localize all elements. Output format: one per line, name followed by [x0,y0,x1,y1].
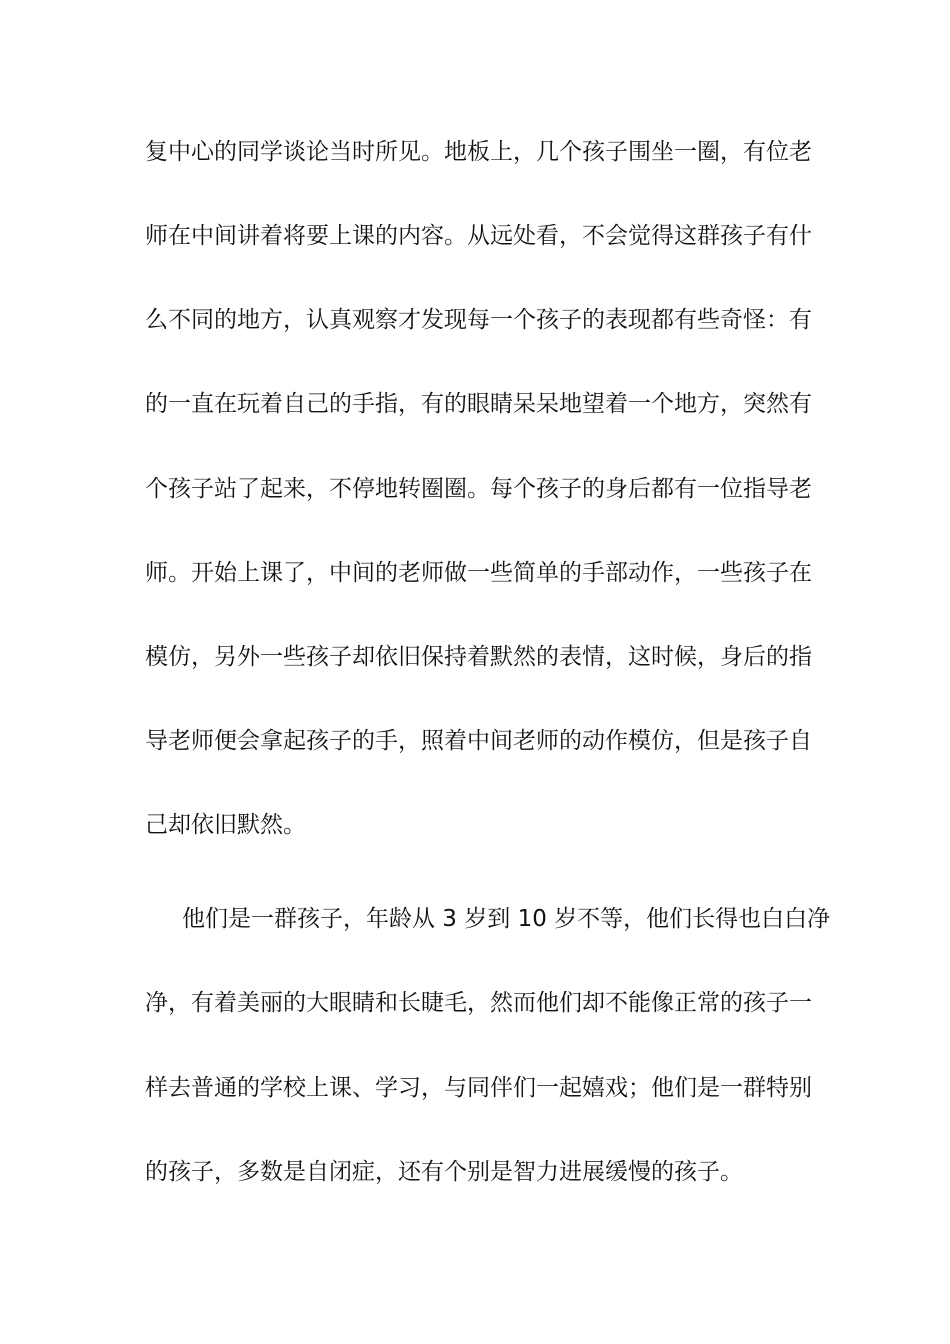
paragraph-1-line-5: 个孩子站了起来，不停地转圈圈。每个孩子的身后都有一位指导老 [145,476,812,502]
paragraph-1-line-2: 师在中间讲着将要上课的内容。从远处看，不会觉得这群孩子有什 [145,223,812,249]
paragraph-1-line-1: 复中心的同学谈论当时所见。地板上，几个孩子围坐一圈，有位老 [145,139,812,165]
paragraph-1-line-3: 么不同的地方，认真观察才发现每一个孩子的表现都有些奇怪：有 [145,307,812,333]
paragraph-2-line-2: 净，有着美丽的大眼睛和长睫毛，然而他们却不能像正常的孩子一 [145,990,812,1016]
paragraph-2-line-4: 的孩子，多数是自闭症，还有个别是智力进展缓慢的孩子。 [145,1159,743,1185]
paragraph-1-line-7: 模仿，另外一些孩子却依旧保持着默然的表情，这时候，身后的指 [145,644,812,670]
paragraph-2-line-3: 样去普通的学校上课、学习，与同伴们一起嬉戏；他们是一群特别 [145,1075,812,1101]
paragraph-1-line-4: 的一直在玩着自己的手指，有的眼睛呆呆地望着一个地方，突然有 [145,391,812,417]
paragraph-1-line-8: 导老师便会拿起孩子的手，照着中间老师的动作模仿，但是孩子自 [145,728,812,754]
paragraph-1-line-9: 己却依旧默然。 [145,812,306,838]
paragraph-1-line-6: 师。开始上课了，中间的老师做一些简单的手部动作，一些孩子在 [145,560,812,586]
paragraph-2-line-1: 他们是一群孩子，年龄从 3 岁到 10 岁不等，他们长得也白白净 [182,906,831,932]
